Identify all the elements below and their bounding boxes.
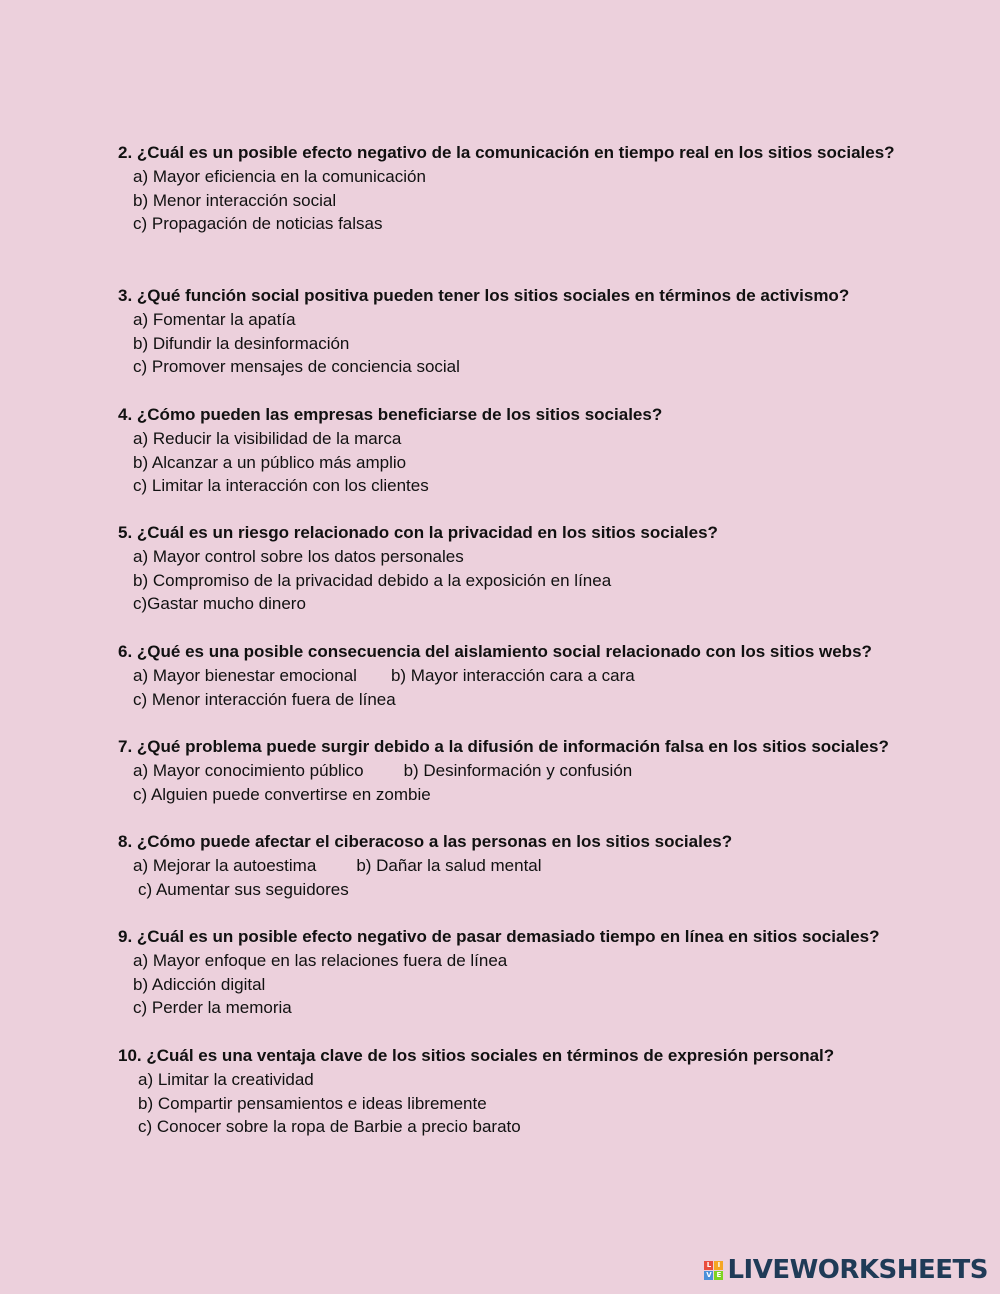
option-row [118,759,948,783]
option-b[interactable]: b) Mayor interacción cara a cara [390,665,635,685]
logo-mark-tile: I [714,1261,723,1270]
option-b[interactable]: b) Compartir pensamientos e ideas libremente [138,1093,487,1113]
option-a[interactable]: a) Mayor enfoque en las relaciones fuera de línea [133,950,508,970]
option-c[interactable]: c) Limitar la interacción con los clientes [133,476,429,496]
question-title: 2. ¿Cuál es un posible efecto negativo de la comunicación en tiempo real en los sitios sociales? [118,143,895,162]
question-9 [118,925,948,1020]
logo-mark-tile: L [704,1261,713,1270]
logo-mark-icon [704,1261,723,1280]
option-b[interactable]: b) Alcanzar a un público más amplio [133,452,407,472]
option-b[interactable]: b) Difundir la desinformación [133,333,350,353]
option-a[interactable]: a) Limitar la creatividad [138,1069,314,1089]
option-c[interactable]: c) Aumentar sus seguidores [138,879,349,899]
option-a[interactable]: a) Mayor control sobre los datos personales [133,546,464,566]
question-title: 5. ¿Cuál es un riesgo relacionado con la privacidad en los sitios sociales? [118,523,718,542]
question-3 [118,284,948,379]
question-title: 7. ¿Qué problema puede surgir debido a la difusión de información falsa en los sitios sociales? [118,737,889,756]
option-c[interactable]: c) Promover mensajes de conciencia social [133,357,460,377]
question-title: 10. ¿Cuál es una ventaja clave de los sitios sociales en términos de expresión personal? [118,1046,835,1065]
option-row [118,854,948,878]
option-a[interactable]: a) Mayor conocimiento público [133,760,364,780]
question-7 [118,735,948,806]
question-2 [118,141,948,236]
option-a[interactable]: a) Mayor eficiencia en la comunicación [133,166,426,186]
question-4 [118,403,948,498]
option-a[interactable]: a) Mejorar la autoestima [133,855,317,875]
liveworksheets-logo [704,1256,988,1284]
option-b[interactable]: b) Desinformación y confusión [403,760,633,780]
question-title: 6. ¿Qué es una posible consecuencia del aislamiento social relacionado con los sitios webs? [118,642,872,661]
option-c[interactable]: c) Alguien puede convertirse en zombie [133,784,431,804]
logo-text: LIVEWORKSHEETS [727,1255,988,1285]
question-8 [118,830,948,901]
question-title: 3. ¿Qué función social positiva pueden tener los sitios sociales en términos de activismo? [118,286,850,305]
option-row [118,664,948,688]
option-b[interactable]: b) Compromiso de la privacidad debido a la exposición en línea [133,570,612,590]
question-6 [118,640,948,711]
question-10 [118,1044,948,1139]
option-c[interactable]: c) Perder la memoria [133,998,292,1018]
logo-mark-tile: V [706,1270,712,1279]
option-b[interactable]: b) Dañar la salud mental [356,855,542,875]
option-a[interactable]: a) Reducir la visibilidad de la marca [133,428,402,448]
option-c[interactable]: c)Gastar mucho dinero [133,594,306,614]
question-title: 8. ¿Cómo puede afectar el ciberacoso a las personas en los sitios sociales? [118,832,733,851]
option-a[interactable]: a) Mayor bienestar emocional [133,665,357,685]
question-5 [118,521,948,616]
option-b[interactable]: b) Menor interacción social [133,190,337,210]
option-c[interactable]: c) Propagación de noticias falsas [133,214,383,234]
question-title: 4. ¿Cómo pueden las empresas beneficiarse de los sitios sociales? [118,405,663,424]
question-title: 9. ¿Cuál es un posible efecto negativo de pasar demasiado tiempo en línea en sitios sociales? [118,927,880,946]
option-a[interactable]: a) Fomentar la apatía [133,309,296,329]
option-c[interactable]: c) Menor interacción fuera de línea [133,689,396,709]
option-b[interactable]: b) Adicción digital [133,974,266,994]
logo-mark-tile: E [714,1271,723,1280]
option-c[interactable]: c) Conocer sobre la ropa de Barbie a precio barato [138,1117,521,1137]
